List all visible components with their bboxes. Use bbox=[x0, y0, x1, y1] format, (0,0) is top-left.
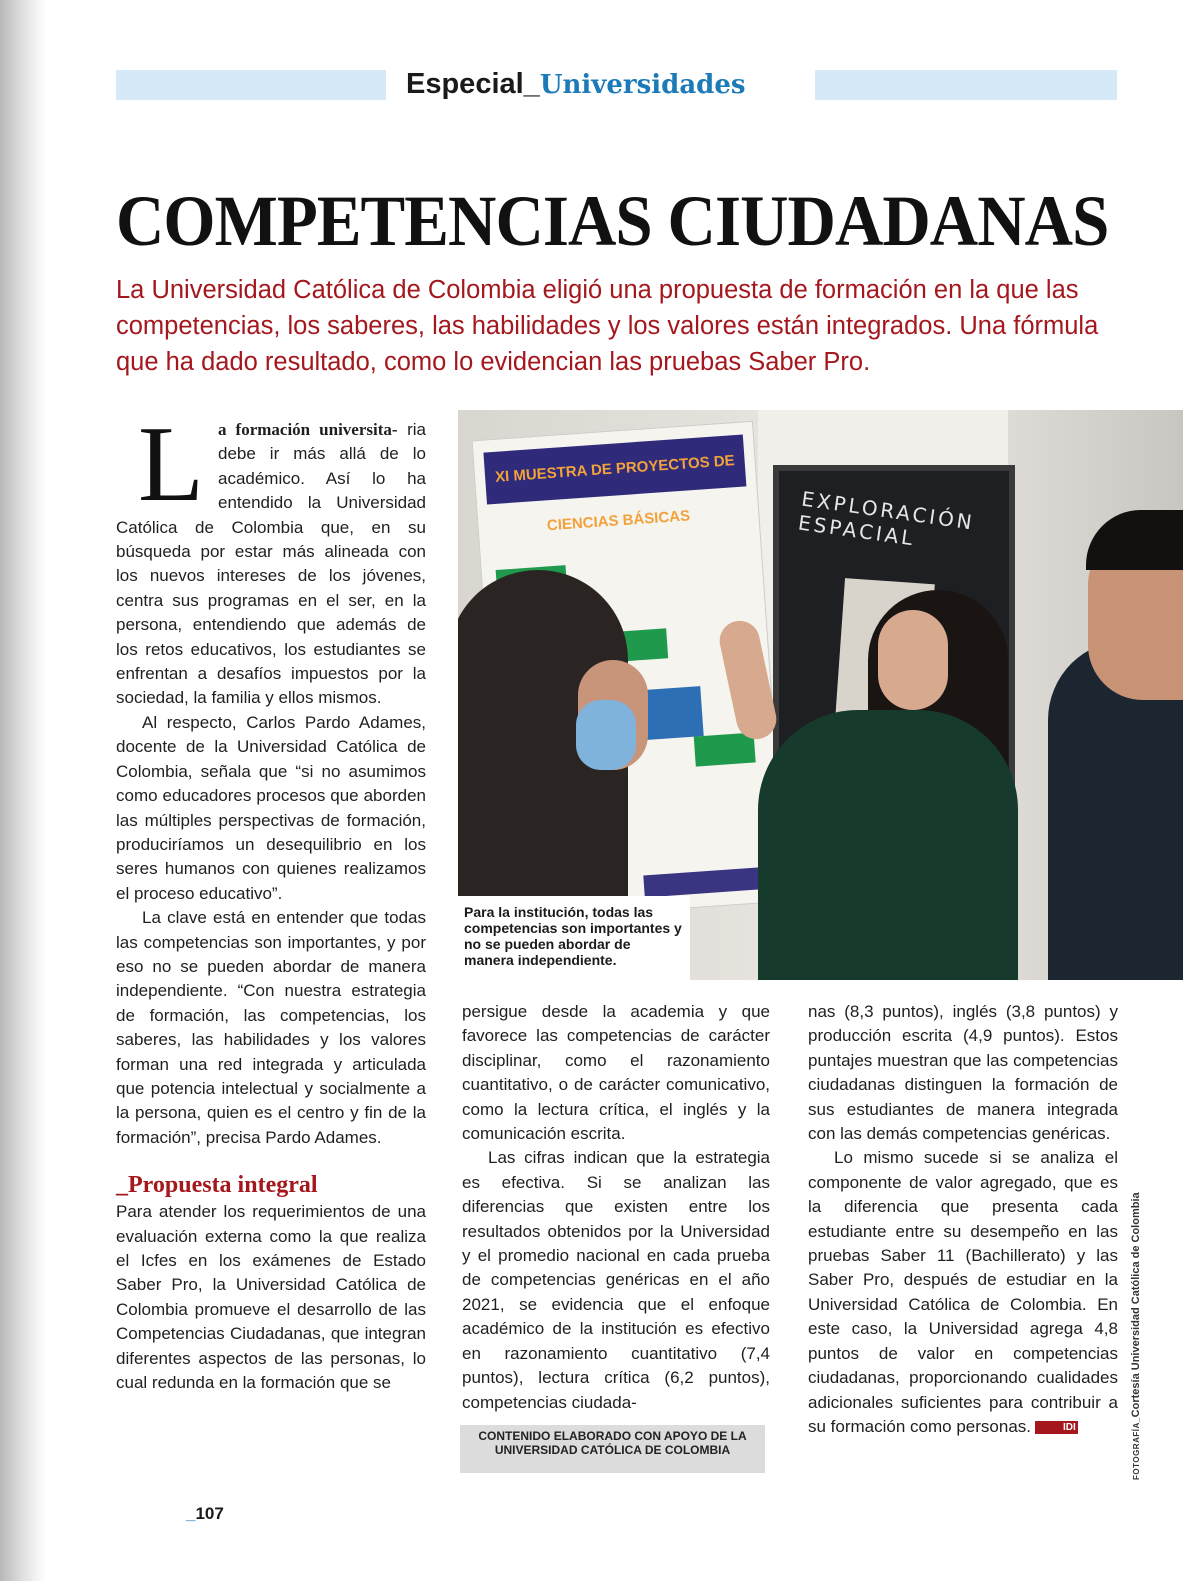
paragraph-3: La clave está en entender que todas las competencias son importantes, y por eso no se pueden abordar de manera independiente. “Con nuestra estrategia de formación, las competencias, los saberes, las habilidades y los valores forman una red integrada y articulada que potencia intelectual y socialmente a la persona, quien es el centro y fin de la formación”, precisa Pardo Adames. bbox=[116, 908, 426, 1147]
face-mask bbox=[576, 700, 636, 770]
page-gutter-shadow bbox=[0, 0, 46, 1581]
section-bar-right bbox=[815, 70, 1117, 100]
lead-bold: a formación universita- bbox=[217, 420, 398, 439]
drop-cap: L bbox=[138, 405, 204, 524]
board-text: EXPLORACIÓN ESPACIAL bbox=[796, 486, 977, 551]
column-1 bbox=[116, 405, 426, 1395]
headline: COMPETENCIAS CIUDADANAS bbox=[116, 181, 1109, 261]
sponsor-box: CONTENIDO ELABORADO CON APOYO DE LA UNIVERSIDAD CATÓLICA DE COLOMBIA bbox=[460, 1425, 765, 1473]
section-bar-left bbox=[116, 70, 386, 100]
paragraph-8 bbox=[808, 1146, 1118, 1439]
subhead-propuesta: _Propuesta integral bbox=[116, 1172, 318, 1199]
article-photo bbox=[458, 410, 1183, 980]
student-center-figure bbox=[758, 710, 1018, 980]
paragraph-7: nas (8,3 puntos), inglés (3,8 puntos) y producción escrita (4,9 puntos). Estos puntajes muestran que las competencias ciudadanas distinguen la formación de sus estudiantes de manera integrada con las demás competencias genéricas. bbox=[808, 1002, 1118, 1144]
paragraph-2: Al respecto, Carlos Pardo Adames, docente de la Universidad Católica de Colombia, señala que “si no asumimos como educadores procesos que aborden las múltiples perspectivas de formación, produciríamos un desequilibrio en los seres humanos con quienes realizamos el proceso educativo”. bbox=[116, 712, 426, 903]
page-number-value: 107 bbox=[195, 1504, 224, 1523]
page-number-dash: _ bbox=[186, 1504, 196, 1523]
photo-caption: Para la institución, todas las competencias son importantes y no se pueden abordar de manera independiente. bbox=[458, 896, 690, 980]
paragraph-lead bbox=[116, 405, 426, 711]
end-mark-icon: IDI bbox=[1035, 1421, 1078, 1434]
credit-text: Cortesía Universidad Católica de Colombia bbox=[1130, 1192, 1142, 1418]
page-number bbox=[186, 1504, 224, 1524]
paragraph-5: persigue desde la academia y que favorece las competencias de carácter disciplinar, como el razonamiento cuantitativo, o de carácter comunicativo, como la lectura crítica, el inglés y la comunicación escrita. bbox=[462, 1002, 770, 1144]
deck: La Universidad Católica de Colombia eligió una propuesta de formación en la que las competencias, los saberes, las habilidades y los valores están integrados. Una fórmula que ha dado resultado, como lo evidencian las pruebas Saber Pro. bbox=[116, 276, 1099, 376]
lead-rest: ria debe ir más allá de lo académico. Así lo ha entendido la Universidad Católica de Colombia que, en su búsqueda por estar más alineada con los nuevos intereses de los jóvenes, centra sus programas en el ser, en la persona, entendiendo que además de los retos educativos, los estudiantes se enfrentan a desafíos impuestos por la sociedad, la familia y ellos mismos. bbox=[116, 420, 426, 708]
column-3 bbox=[808, 1000, 1118, 1439]
poster-title: XI MUESTRA DE PROYECTOS DE CIENCIAS BÁSICAS bbox=[483, 434, 746, 504]
photo-credit bbox=[1128, 1140, 1144, 1480]
section-label bbox=[406, 64, 746, 104]
paragraph-6: Las cifras indican que la estrategia es efectiva. Si se analizan las diferencias que existen entre los resultados obtenidos por la Universidad y el promedio nacional en cada prueba de competencias genéricas en el año 2021, se evidencia que el enfoque académico de la institución es efectivo en razonamiento cuantitativo (7,4 puntos), lectura crítica (6,2 puntos), competencias ciudada- bbox=[462, 1148, 770, 1412]
paragraph-4: Para atender los requerimientos de una evaluación externa como la que realiza el Icfes en los exámenes de Estado Saber Pro, la Universidad Católica de Colombia promueve el desarrollo de las Competencias Ciudadanas, que integran diferentes aspectos de las personas, lo cual redunda en la formación que se bbox=[116, 1202, 426, 1393]
section-prefix: Especial_ bbox=[406, 68, 540, 100]
column-2 bbox=[462, 1000, 770, 1415]
paragraph-8-text: Lo mismo sucede si se analiza el componente de valor agregado, que es la diferencia que presenta cada estudiante entre su desempeño en las pruebas Saber 11 (Bachillerato) y las Saber Pro, después de estudiar en la Universidad Católica de Colombia. En este caso, la Universidad agrega 4,8 puntos de valor en competencias ciudadanas, proporcionando cualidades adicionales suficientes para contribuir a su formación como personas. bbox=[808, 1148, 1118, 1436]
section-name: Universidades bbox=[539, 70, 746, 100]
credit-label: FOTOGRAFÍA_ bbox=[1132, 1417, 1141, 1480]
